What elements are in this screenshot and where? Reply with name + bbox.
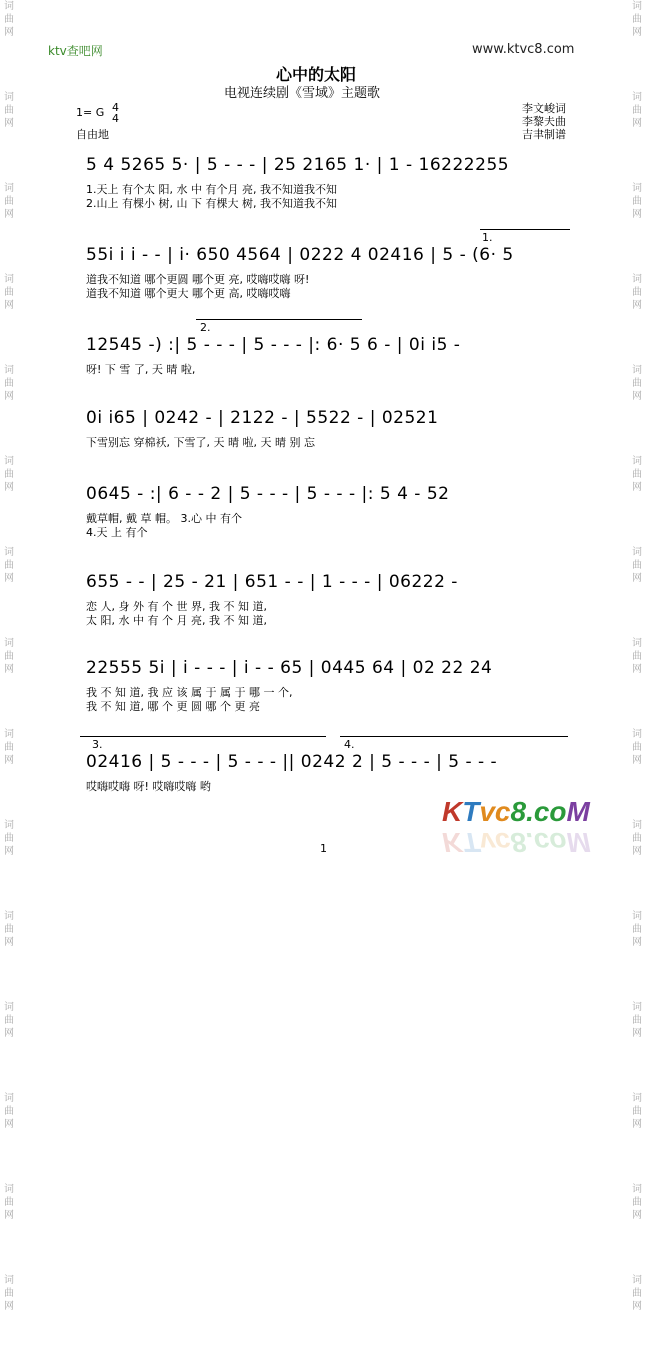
notation-line: 22555 5i | i - - - | i - - 65 | 0445 64 | 02 22 24 [86, 658, 493, 678]
watermark-left [1, 0, 17, 1365]
notation-line: 02416 | 5 - - - | 5 - - - || 0242 2 | 5 - - - | 5 - - - [86, 752, 498, 772]
watermark-glyph: 词 曲 网 [4, 638, 14, 675]
watermark-right [629, 0, 645, 1365]
watermark-glyph: 词 曲 网 [4, 92, 14, 129]
notation-line: 0645 - :| 6 - - 2 | 5 - - - | 5 - - - |: 5 4 - 52 [86, 484, 450, 504]
watermark-glyph: 词 曲 网 [632, 1002, 642, 1039]
volta-marker: 2. [200, 321, 211, 334]
page-number: 1 [320, 842, 327, 855]
song-subtitle: 电视连续剧《雪域》主题歌 [224, 86, 381, 101]
lyric-line: 哎嗨哎嗨 呀! 哎嗨哎嗨 哟 [86, 780, 211, 793]
time-signature-bottom: 4 [112, 112, 119, 125]
notation-line: 0i i65 | 0242 - | 2122 - | 5522 - | 02521 [86, 408, 439, 428]
notation-line: 5 4 5265 5· | 5 - - - | 25 2165 1· | 1 - 16222255 [86, 155, 510, 175]
time-signature-top: 4 [112, 101, 119, 114]
watermark-glyph: 词 曲 网 [4, 1275, 14, 1312]
composer: 李黎夫曲 [522, 115, 566, 128]
watermark-glyph: 词 曲 网 [4, 1184, 14, 1221]
watermark-glyph: 词 曲 网 [632, 547, 642, 584]
watermark-glyph: 词 曲 网 [632, 638, 642, 675]
lyric-line: 4.天 上 有个 [86, 526, 148, 539]
watermark-glyph: 词 曲 网 [4, 1093, 14, 1130]
lyric-line: 2.山上 有棵小 树, 山 下 有棵大 树, 我不知道我不知 [86, 197, 337, 210]
lyric-line: 1.天上 有个太 阳, 水 中 有个月 亮, 我不知道我不知 [86, 183, 337, 196]
volta-bracket [80, 736, 326, 737]
song-title: 心中的太阳 [276, 65, 357, 84]
watermark-glyph: 词 曲 网 [4, 820, 14, 857]
notation-line: 55i i i - - | i· 650 4564 | 0222 4 02416 | 5 - (6· 5 [86, 245, 514, 265]
watermark-glyph: 词 曲 网 [632, 456, 642, 493]
watermark-glyph: 词 曲 网 [4, 1, 14, 38]
key-signature: 1= G [76, 106, 105, 119]
watermark-glyph: 词 曲 网 [4, 183, 14, 220]
watermark-glyph: 词 曲 网 [632, 729, 642, 766]
watermark-glyph: 词 曲 网 [632, 1093, 642, 1130]
watermark-glyph: 词 曲 网 [632, 92, 642, 129]
ktvc8-logo[interactable]: KTvc8.coM [442, 796, 590, 827]
volta-marker: 3. [92, 738, 103, 751]
arranger: 吉聿制谱 [522, 128, 566, 141]
site-name-left[interactable]: ktv查吧网 [48, 44, 103, 58]
watermark-glyph: 词 曲 网 [632, 820, 642, 857]
volta-marker: 1. [482, 231, 493, 244]
watermark-glyph: 词 曲 网 [4, 456, 14, 493]
lyric-line: 呀! 下 雪 了, 天 晴 啦, [86, 363, 196, 376]
lyric-line: 我 不 知 道, 我 应 该 属 于 属 于 哪 一 个, [86, 686, 293, 699]
ktvc8-logo-reflection: KTvc8.coM [442, 827, 590, 858]
lyric-line: 恋 人, 身 外 有 个 世 界, 我 不 知 道, [86, 600, 267, 613]
watermark-glyph: 词 曲 网 [4, 274, 14, 311]
watermark-glyph: 词 曲 网 [632, 1184, 642, 1221]
watermark-glyph: 词 曲 网 [4, 547, 14, 584]
lyric-line: 道我不知道 哪个更圆 哪个更 亮, 哎嗨哎嗨 呀! [86, 273, 310, 286]
watermark-glyph: 词 曲 网 [632, 365, 642, 402]
volta-bracket [196, 319, 362, 320]
notation-line: 12545 -) :| 5 - - - | 5 - - - |: 6· 5 6 - | 0i i5 - [86, 335, 461, 355]
lyric-line: 下雪别忘 穿棉袄, 下雪了, 天 晴 啦, 天 晴 别 忘 [86, 436, 315, 449]
watermark-glyph: 词 曲 网 [4, 365, 14, 402]
watermark-glyph: 词 曲 网 [4, 911, 14, 948]
lyricist: 李文峻词 [522, 102, 566, 115]
volta-bracket [480, 229, 570, 230]
lyric-line: 我 不 知 道, 哪 个 更 圆 哪 个 更 亮 [86, 700, 260, 713]
volta-bracket [340, 736, 568, 737]
watermark-glyph: 词 曲 网 [4, 1002, 14, 1039]
lyric-line: 道我不知道 哪个更大 哪个更 高, 哎嗨哎嗨 [86, 287, 291, 300]
lyric-line: 太 阳, 水 中 有 个 月 亮, 我 不 知 道, [86, 614, 267, 627]
tempo-marking: 自由地 [76, 128, 109, 141]
site-url-right[interactable]: www.ktvc8.com [472, 42, 575, 57]
lyric-line: 戴草帽, 戴 草 帽。 3.心 中 有个 [86, 512, 242, 525]
watermark-glyph: 词 曲 网 [632, 1, 642, 38]
volta-marker: 4. [344, 738, 355, 751]
notation-line: 655 - - | 25 - 21 | 651 - - | 1 - - - | 06222 - [86, 572, 458, 592]
watermark-glyph: 词 曲 网 [632, 183, 642, 220]
watermark-glyph: 词 曲 网 [4, 729, 14, 766]
watermark-glyph: 词 曲 网 [632, 1275, 642, 1312]
watermark-glyph: 词 曲 网 [632, 911, 642, 948]
watermark-glyph: 词 曲 网 [632, 274, 642, 311]
